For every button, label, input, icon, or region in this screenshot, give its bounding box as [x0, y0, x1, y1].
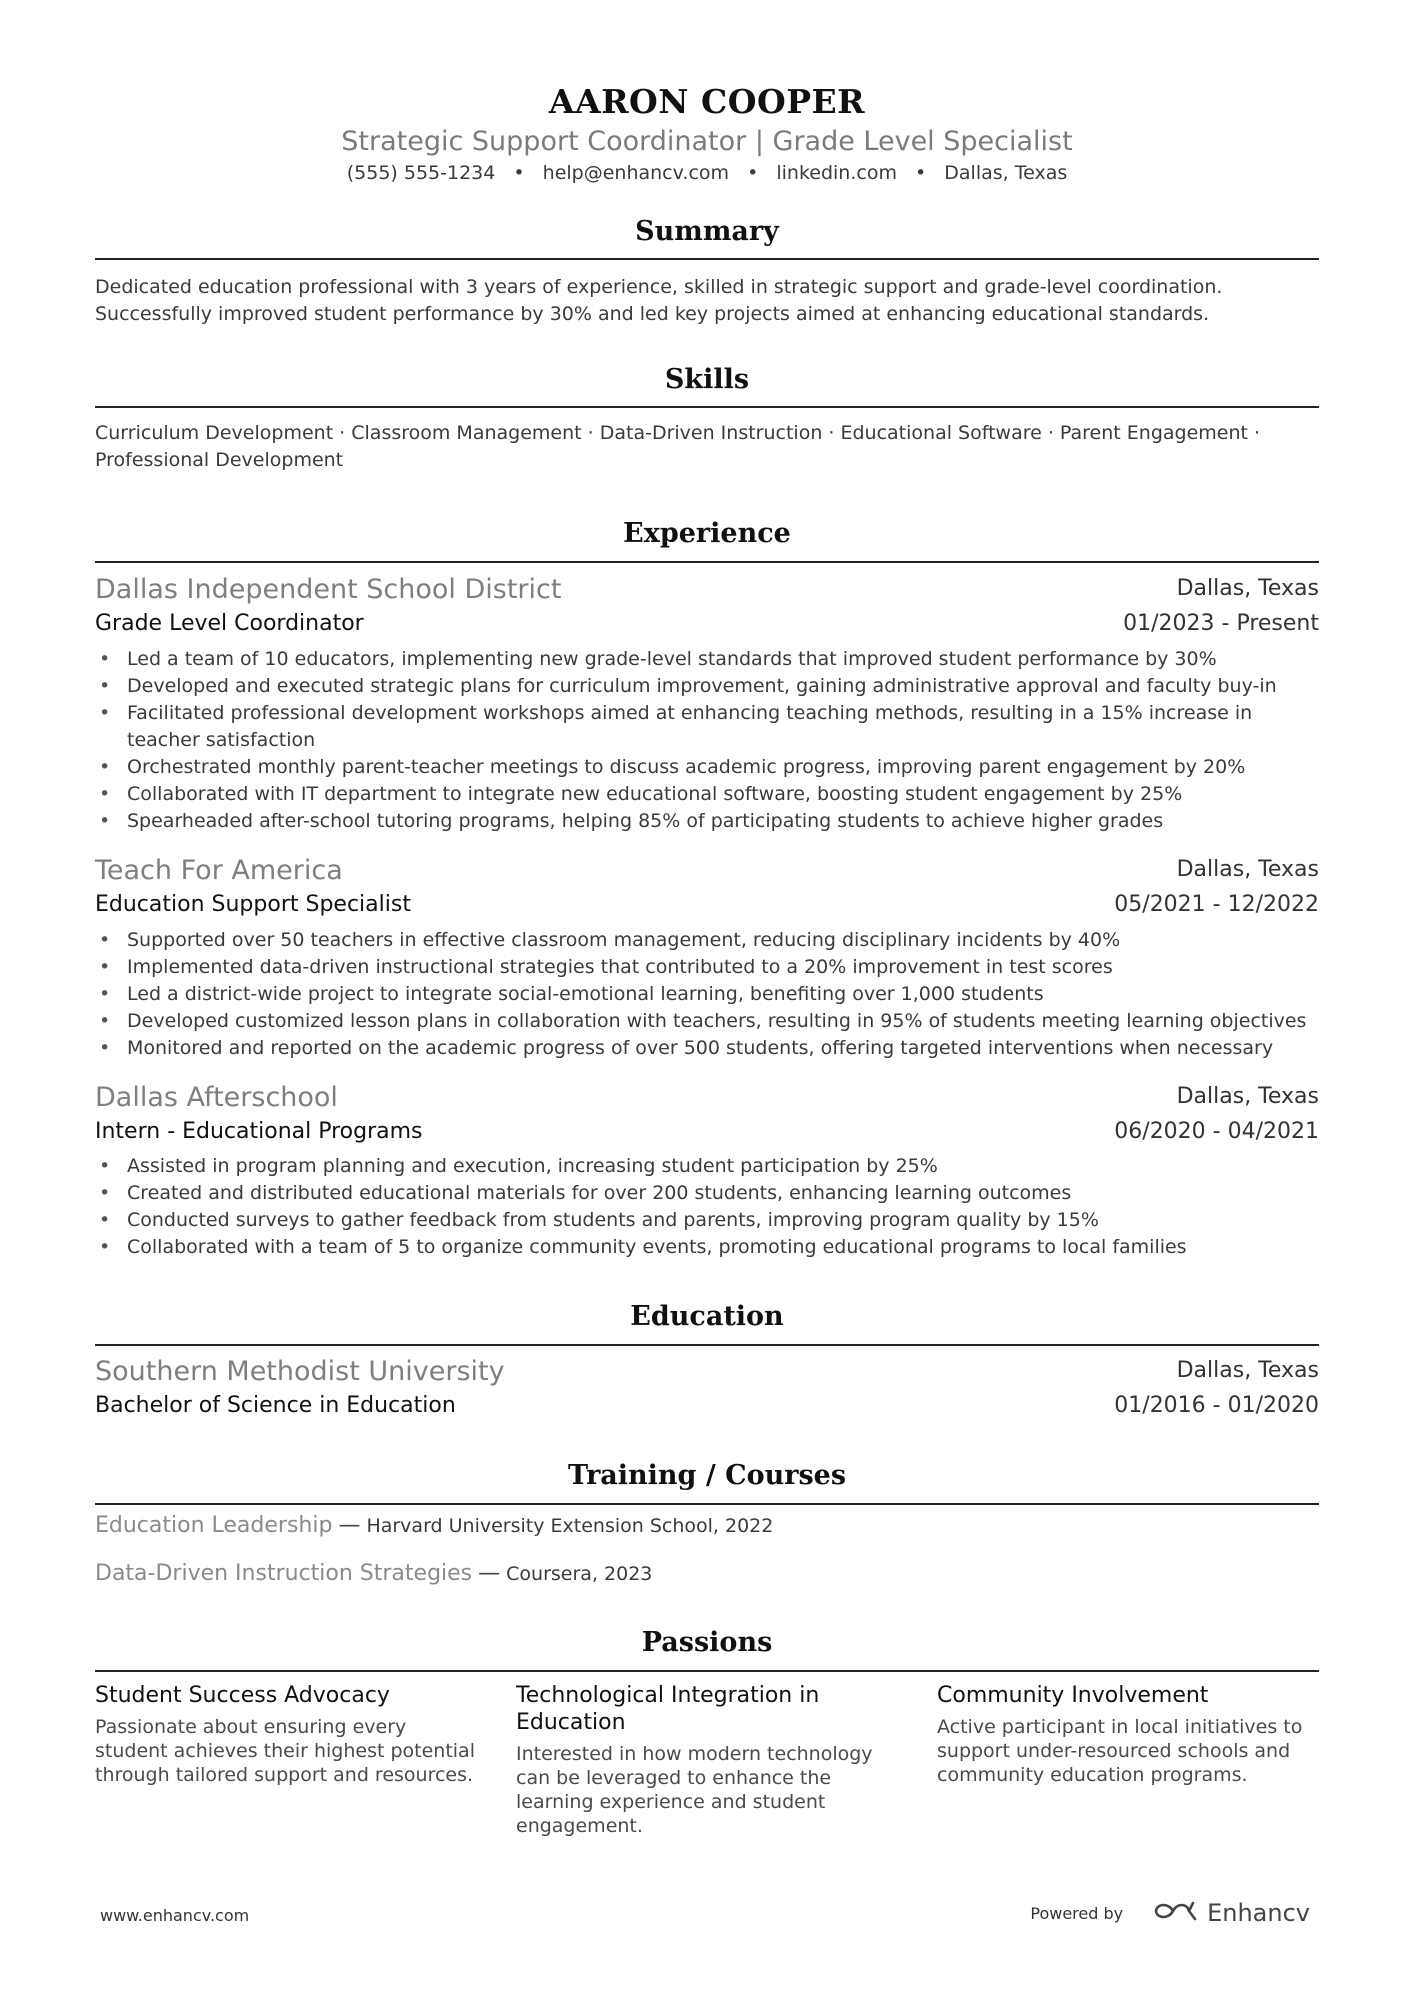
education-dates: 01/2016 - 01/2020 [1114, 1393, 1319, 1418]
course-org: Harvard University Extension School, 2022 [366, 1515, 774, 1537]
list-item: • Created and distributed educational materials for over 200 students, enhancing learning outcomes [95, 1180, 1319, 1207]
contact-linkedin[interactable]: linkedin.com [776, 162, 897, 184]
list-item: • Monitored and reported on the academic progress of over 500 students, offering targeted interventions when necessary [95, 1035, 1319, 1062]
job-company: Teach For America [95, 855, 343, 886]
education-school: Southern Methodist University [95, 1356, 505, 1387]
education-location: Dallas, Texas [1176, 1358, 1319, 1383]
list-item: • Collaborated with IT department to integrate new educational software, boosting student engagement by 25% [95, 781, 1319, 808]
course-dash: — [338, 1513, 361, 1538]
contact-separator: • [915, 162, 927, 184]
list-item: • Led a district-wide project to integrate social-emotional learning, benefiting over 1,000 students [95, 981, 1319, 1008]
contact-email[interactable]: help@enhancv.com [542, 162, 730, 184]
footer-branding [1030, 1898, 1310, 1928]
summary-heading: Summary [635, 216, 779, 247]
list-item: • Conducted surveys to gather feedback from students and parents, improving program quality by 15% [95, 1207, 1319, 1234]
list-item: • Supported over 50 teachers in effective classroom management, reducing disciplinary incidents by 40% [95, 927, 1319, 954]
passion-item [95, 1682, 475, 1787]
candidate-subtitle: Strategic Support Coordinator | Grade Level Specialist [341, 126, 1073, 157]
passion-title: Student Success Advocacy [95, 1683, 390, 1708]
experience-heading: Experience [623, 518, 791, 549]
job-company: Dallas Independent School District [95, 574, 562, 605]
list-item: • Spearheaded after-school tutoring programs, helping 85% of participating students to achieve higher grades [95, 808, 1319, 835]
contact-separator: • [513, 162, 525, 184]
course-dash: — [478, 1561, 501, 1586]
footer-website[interactable]: www.enhancv.com [100, 1906, 250, 1925]
job-dates: 01/2023 - Present [1123, 611, 1319, 636]
skills-list: Curriculum Development · Classroom Management · Data-Driven Instruction · Educational Software · Parent Engagement · Professional Development [95, 422, 1261, 471]
training-heading: Training / Courses [567, 1460, 847, 1491]
section-divider [95, 258, 1319, 260]
section-divider [95, 406, 1319, 408]
job-location: Dallas, Texas [1176, 857, 1319, 882]
enhancv-brand: Enhancv [1207, 1899, 1310, 1927]
powered-by-label: Powered by [1030, 1903, 1124, 1923]
section-divider [95, 1503, 1319, 1505]
section-divider [95, 1344, 1319, 1346]
job-bullets [95, 646, 1319, 835]
summary-text: Dedicated education professional with 3 years of experience, skilled in strategic support and grade-level coordination. Successfully improved student performance by 30% and led key projects aimed at enhancing educational standards. [95, 276, 1223, 325]
contact-separator: • [747, 162, 759, 184]
job-location: Dallas, Texas [1176, 576, 1319, 601]
passion-description: Passionate about ensuring every student achieves their highest potential through tailored support and resources. [95, 1716, 475, 1786]
education-degree: Bachelor of Science in Education [95, 1393, 456, 1418]
passion-item [937, 1682, 1317, 1787]
skills-heading: Skills [664, 364, 750, 395]
section-divider [95, 1670, 1319, 1672]
passions-heading: Passions [641, 1627, 773, 1658]
course-name: Education Leadership [95, 1513, 333, 1538]
contact-line [95, 162, 1319, 184]
job-role: Grade Level Coordinator [95, 611, 364, 636]
job-dates: 06/2020 - 04/2021 [1114, 1119, 1319, 1144]
passion-title: Community Involvement [937, 1683, 1209, 1708]
list-item: • Orchestrated monthly parent-teacher meetings to discuss academic progress, improving parent engagement by 20% [95, 754, 1319, 781]
job-dates: 05/2021 - 12/2022 [1114, 892, 1319, 917]
list-item: • Developed customized lesson plans in collaboration with teachers, resulting in 95% of students meeting learning objectives [95, 1008, 1319, 1035]
candidate-name: AARON COOPER [548, 82, 866, 121]
enhancv-logo-icon [1151, 1898, 1199, 1928]
job-location: Dallas, Texas [1176, 1084, 1319, 1109]
passion-item [516, 1682, 896, 1838]
course-item [95, 1561, 652, 1586]
job-role: Intern - Educational Programs [95, 1119, 423, 1144]
passion-title: Technological Integration in Education [516, 1683, 820, 1735]
passion-description: Interested in how modern technology can be leveraged to enhance the learning experience and student engagement. [516, 1743, 873, 1837]
list-item: • Collaborated with a team of 5 to organize community events, promoting educational programs to local families [95, 1234, 1319, 1261]
passion-description: Active participant in local initiatives to support under-resourced schools and community education programs. [937, 1716, 1303, 1786]
list-item: • Developed and executed strategic plans for curriculum improvement, gaining administrative approval and faculty buy-in [95, 673, 1319, 700]
section-divider [95, 561, 1319, 563]
job-role: Education Support Specialist [95, 892, 411, 917]
job-bullets [95, 927, 1319, 1062]
course-name: Data-Driven Instruction Strategies [95, 1561, 473, 1586]
job-bullets [95, 1153, 1319, 1261]
list-item: • Implemented data-driven instructional strategies that contributed to a 20% improvement in test scores [95, 954, 1319, 981]
list-item: • Assisted in program planning and execution, increasing student participation by 25% [95, 1153, 1319, 1180]
course-item [95, 1513, 773, 1538]
list-item: • Facilitated professional development workshops aimed at enhancing teaching methods, resulting in a 15% increase in teacher satisfaction [95, 700, 1319, 754]
contact-location: Dallas, Texas [944, 162, 1068, 184]
contact-phone: (555) 555-1234 [346, 162, 496, 184]
course-org: Coursera, 2023 [506, 1563, 653, 1585]
job-company: Dallas Afterschool [95, 1082, 338, 1113]
education-heading: Education [630, 1301, 784, 1332]
list-item: • Led a team of 10 educators, implementing new grade-level standards that improved student performance by 30% [95, 646, 1319, 673]
